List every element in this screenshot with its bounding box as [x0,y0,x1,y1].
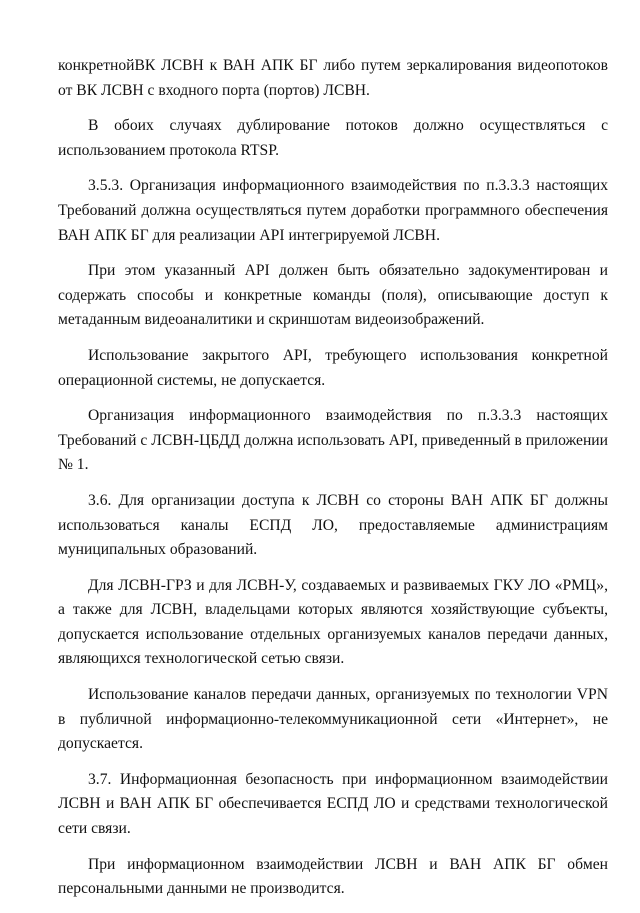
paragraph-cbdd-api: Организация информационного взаимодействия по п.3.3.3 настоящих Требований с ЛСВН-ЦБДД должна использовать API, приведенный в приложении № 1. [58,407,608,474]
paragraph-continuation: конкретнойВК ЛСВН к ВАН АПК БГ либо путем зеркалирования видеопотоков от ВК ЛСВН с входного порта (портов) ЛСВН. [58,57,608,99]
paragraph-rtsp: В обоих случаях дублирование потоков должно осуществляться с использованием протокола RTSP. [58,117,608,159]
paragraph-3-7: 3.7. Информационная безопасность при информационном взаимодействии ЛСВН и ВАН АПК БГ обеспечивается ЕСПД ЛО и средствами технологической сети связи. [58,770,608,838]
paragraph-vpn: Использование каналов передачи данных, организуемых по технологии VPN в публичной информационно-телекоммуникационной сети «Интернет», не допускается. [58,686,608,753]
paragraph-personal-data: При информационном взаимодействии ЛСВН и ВАН АПК БГ обмен персональными данными не производится. [58,855,608,898]
paragraph-api-documentation: При этом указанный API должен быть обязательно задокументирован и содержать способы и конкретные команды (поля), описывающие доступ к метаданным видеоаналитики и скриншотам видеоизображений. [58,262,608,329]
paragraph-3-5-3: 3.5.3. Организация информационного взаимодействия по п.3.3.3 настоящих Требований должна осуществляться путем доработки программного обеспечения ВАН АПК БГ для реализации API интегрируемой ЛСВН. [58,177,608,244]
paragraph-closed-api: Использование закрытого API, требующего использования конкретной операционной системы, не допускается. [58,346,608,389]
paragraph-grz-channels: Для ЛСВН-ГРЗ и для ЛСВН-У, создаваемых и развиваемых ГКУ ЛО «РМЦ», а также для ЛСВН, владельцами которых являются хозяйствующие субъекты, допускается использование отдельных организуемых каналов передачи данных, являющихся технологической сетью связи. [58,576,608,668]
document-body [58,54,608,913]
paragraph-3-6: 3.6. Для организации доступа к ЛСВН со стороны ВАН АПК БГ должны использоваться каналы ЕСПД ЛО, предоставляемые администрациям муниципальных образований. [58,491,608,559]
